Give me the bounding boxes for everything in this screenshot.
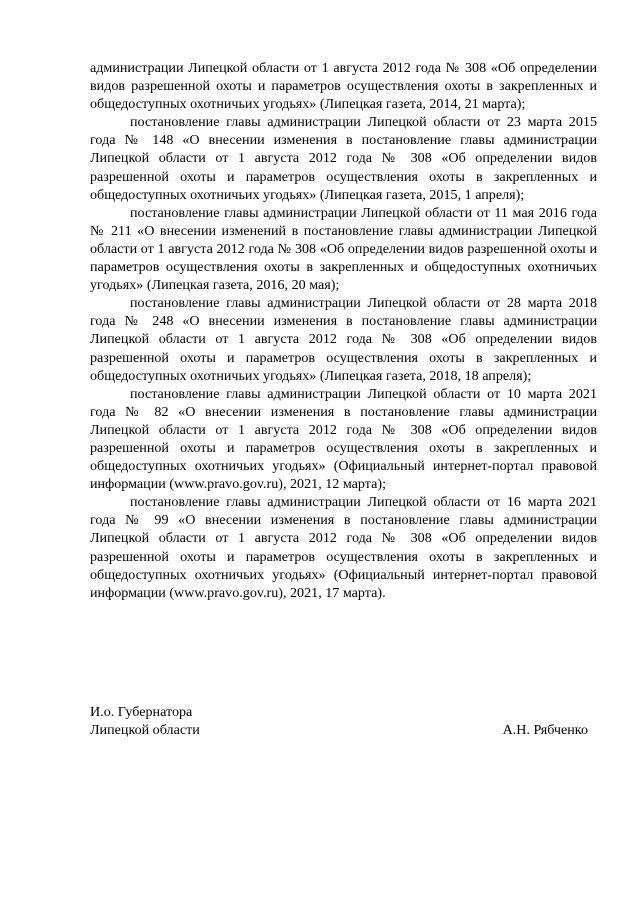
signature-block (90, 703, 597, 739)
signature-position-title: И.о. Губернатора (90, 704, 193, 720)
paragraph-resolution-2015: постановление главы администрации Липецкой области от 23 марта 2015 года № 148 «О внесении изменения в постановление главы администрации Липецкой области от 1 августа 2012 года № 308 «Об определении видов разрешенной охоты и параметров осуществления охоты в закрепленных и общедоступных охотничьих угодьях» (Липецкая газета, 2015, 1 апреля); (90, 114, 597, 203)
paragraph-resolution-2021-march-10: постановление главы администрации Липецкой области от 10 марта 2021 года № 82 «О внесении изменения в постановление главы администрации Липецкой области от 1 августа 2012 года № 308 «Об определении видов разрешенной охоты и параметров осуществления охоты в закрепленных и общедоступных охотничьих угодьях» (Официальный интернет-портал правовой информации (www.pravo.gov.ru), 2021, 12 марта); (90, 385, 597, 493)
paragraph-continuation: администрации Липецкой области от 1 августа 2012 года № 308 «Об определении видов разрешенной охоты и параметров осуществления охоты в закрепленных и общедоступных охотничьих угодьях» (Липецкая газета, 2014, 21 марта); (90, 60, 597, 113)
signature-position-row (90, 703, 597, 721)
paragraph-resolution-2018: постановление главы администрации Липецкой области от 28 марта 2018 года № 248 «О внесении изменения в постановление главы администрации Липецкой области от 1 августа 2012 года № 308 «Об определении видов разрешенной охоты и параметров осуществления охоты в закрепленных и общедоступных охотничьих угодьях» (Липецкая газета, 2018, 18 апреля); (90, 295, 597, 384)
paragraph-resolution-2021-march-16: постановление главы администрации Липецкой области от 16 марта 2021 года № 99 «О внесении изменения в постановление главы администрации Липецкой области от 1 августа 2012 года № 308 «Об определении видов разрешенной охоты и параметров осуществления охоты в закрепленных и общедоступных охотничьих угодьях» (Официальный интернет-портал правовой информации (www.pravo.gov.ru), 2021, 17 марта). (90, 494, 597, 601)
paragraph-resolution-2016: постановление главы администрации Липецкой области от 11 мая 2016 года № 211 «О внесении изменений в постановление главы администрации Липецкой области от 1 августа 2012 года № 308 «Об определении видов разрешенной охоты и параметров осуществления охоты в закрепленных и общедоступных охотничьих угодьях» (Липецкая газета, 2016, 20 мая); (90, 204, 597, 294)
signature-position-region: Липецкой области (90, 722, 200, 739)
signature-name: А.Н. Рябченко (502, 722, 588, 739)
signature-region-row (90, 721, 597, 739)
document-body (90, 59, 597, 602)
